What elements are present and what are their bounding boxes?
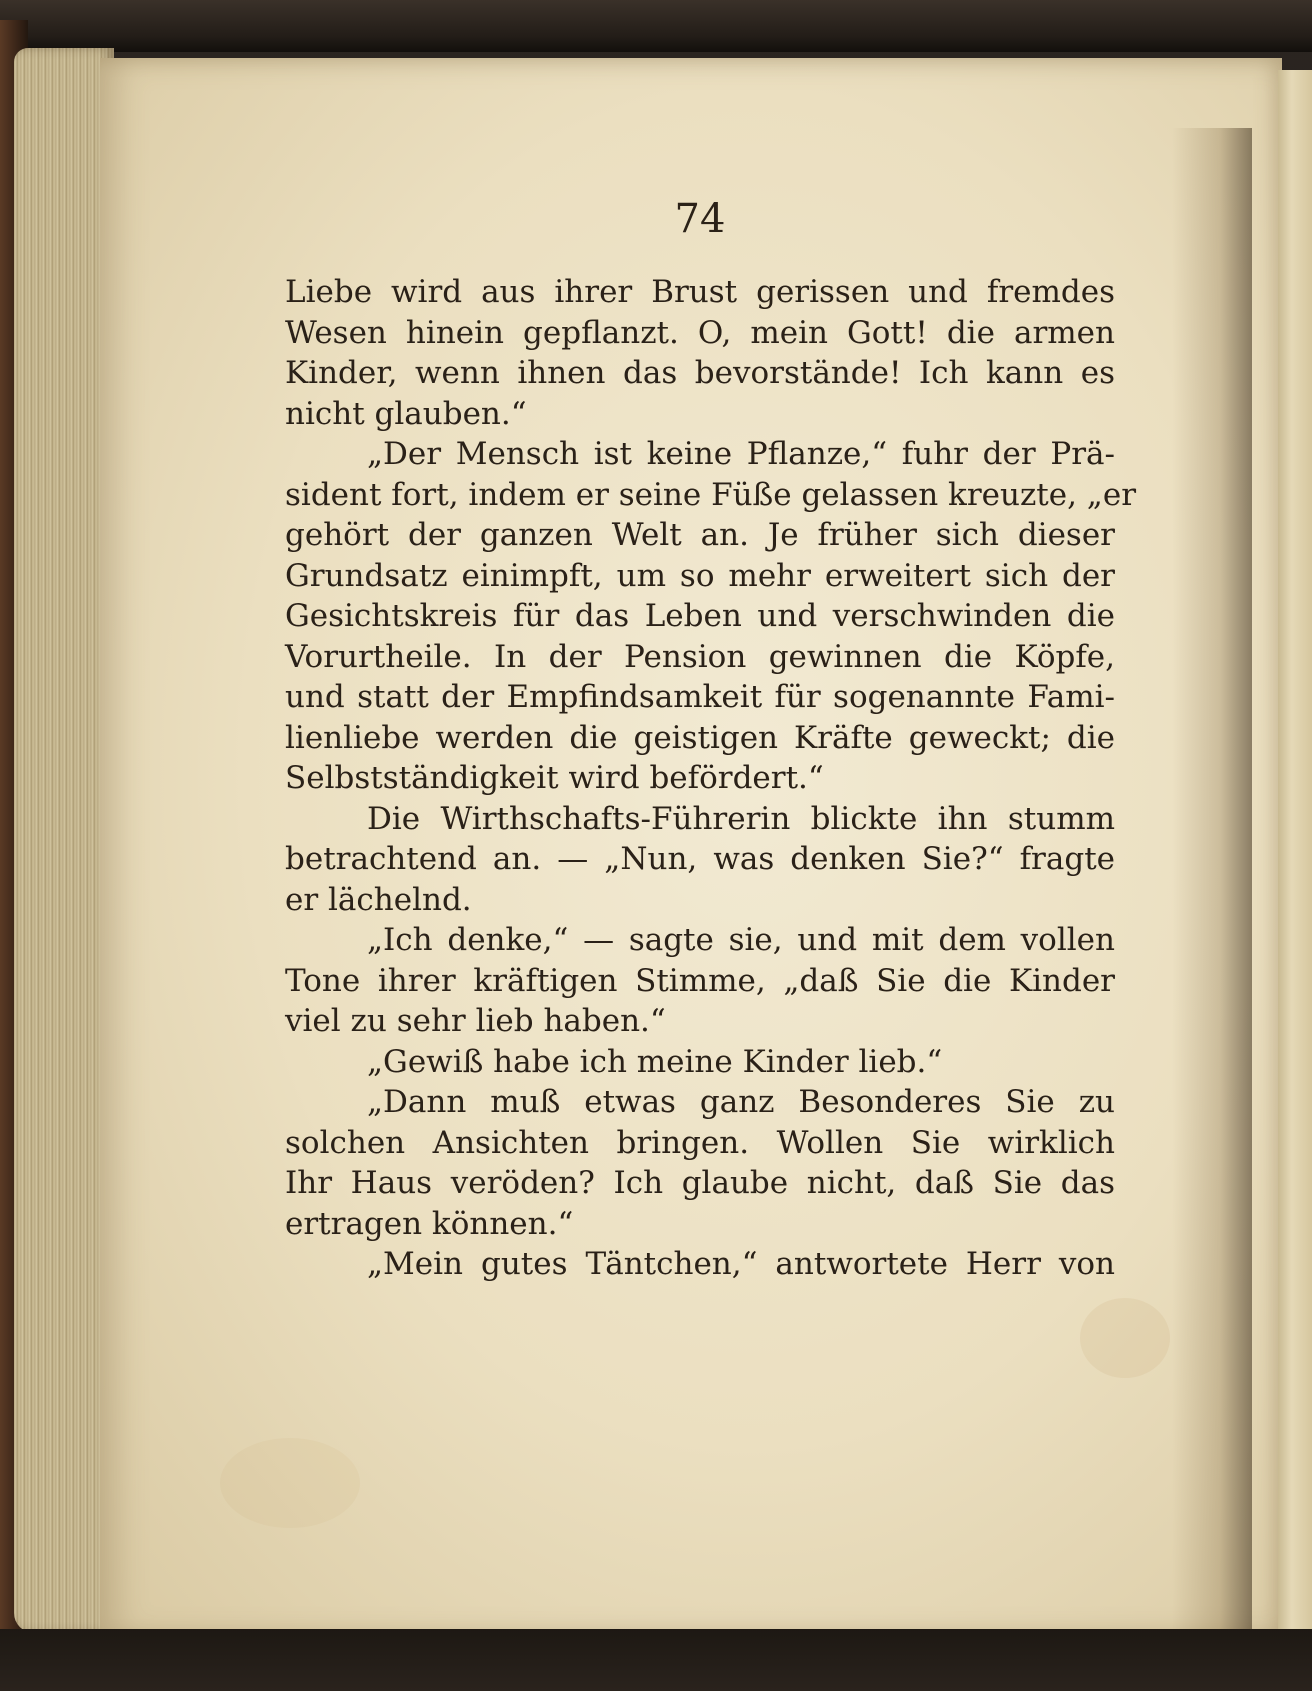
text-line: Kinder, wenn ihnen das bevorstände! Ich kann es <box>285 355 1115 391</box>
text-line: gehört der ganzen Welt an. Je früher sich dieser <box>285 517 1115 553</box>
text-line: Wesen hinein gepflanzt. O, mein Gott! die armen <box>285 314 1115 351</box>
text-line: und statt der Empfindsamkeit für sogenannte Fami- <box>285 679 1115 715</box>
text-line: Die Wirthschafts-Führerin blickte ihn stumm <box>367 800 1115 837</box>
text-line: Ihr Haus veröden? Ich glaube nicht, daß Sie das <box>285 1165 1115 1201</box>
page-gutter-shadow <box>1172 128 1252 1691</box>
text-line: „Gewiß habe ich meine Kinder lieb.“ <box>367 1043 943 1080</box>
text-line: sident fort, indem er seine Füße gelassen kreuzte, „er <box>285 476 1137 513</box>
text-line: Tone ihrer kräftigen Stimme, „daß Sie die Kinder <box>285 962 1115 999</box>
paper-stain <box>1080 1298 1170 1378</box>
facing-page-edge <box>1278 70 1312 1630</box>
body-text <box>285 272 1137 1285</box>
text-line: Grundsatz einimpft, um so mehr erweitert sich der <box>285 557 1115 594</box>
text-line: Liebe wird aus ihrer Brust gerissen und fremdes <box>285 274 1115 310</box>
text-line: Selbstständigkeit wird befördert.“ <box>285 760 824 796</box>
text-line: lienliebe werden die geistigen Kräfte geweckt; die <box>285 719 1115 756</box>
book-cover-top <box>0 0 1312 52</box>
text-line: viel zu sehr lieb haben.“ <box>285 1003 666 1039</box>
text-line: ertragen können.“ <box>285 1205 574 1242</box>
text-line: „Ich denke,“ — sagte sie, und mit dem vollen <box>367 922 1115 958</box>
book-cover-bottom <box>0 1629 1312 1691</box>
text-line: Gesichtskreis für das Leben und verschwinden die <box>285 598 1115 634</box>
text-line: betrachtend an. — „Nun, was denken Sie?“ fragte <box>285 841 1115 877</box>
paper-stain <box>220 1438 360 1528</box>
page-number: 74 <box>674 196 726 242</box>
text-line: solchen Ansichten bringen. Wollen Sie wirklich <box>285 1124 1115 1161</box>
text-line: „Der Mensch ist keine Pflanze,“ fuhr der Prä- <box>367 436 1115 472</box>
text-line: er lächelnd. <box>285 881 472 918</box>
page-stack-edge <box>14 48 114 1633</box>
text-line: „Mein gutes Täntchen,“ antwortete Herr von <box>367 1246 1115 1282</box>
text-line: nicht glauben.“ <box>285 395 527 432</box>
text-line: Vorurtheile. In der Pension gewinnen die Köpfe, <box>285 638 1115 675</box>
text-line: „Dann muß etwas ganz Besonderes Sie zu <box>367 1084 1115 1120</box>
